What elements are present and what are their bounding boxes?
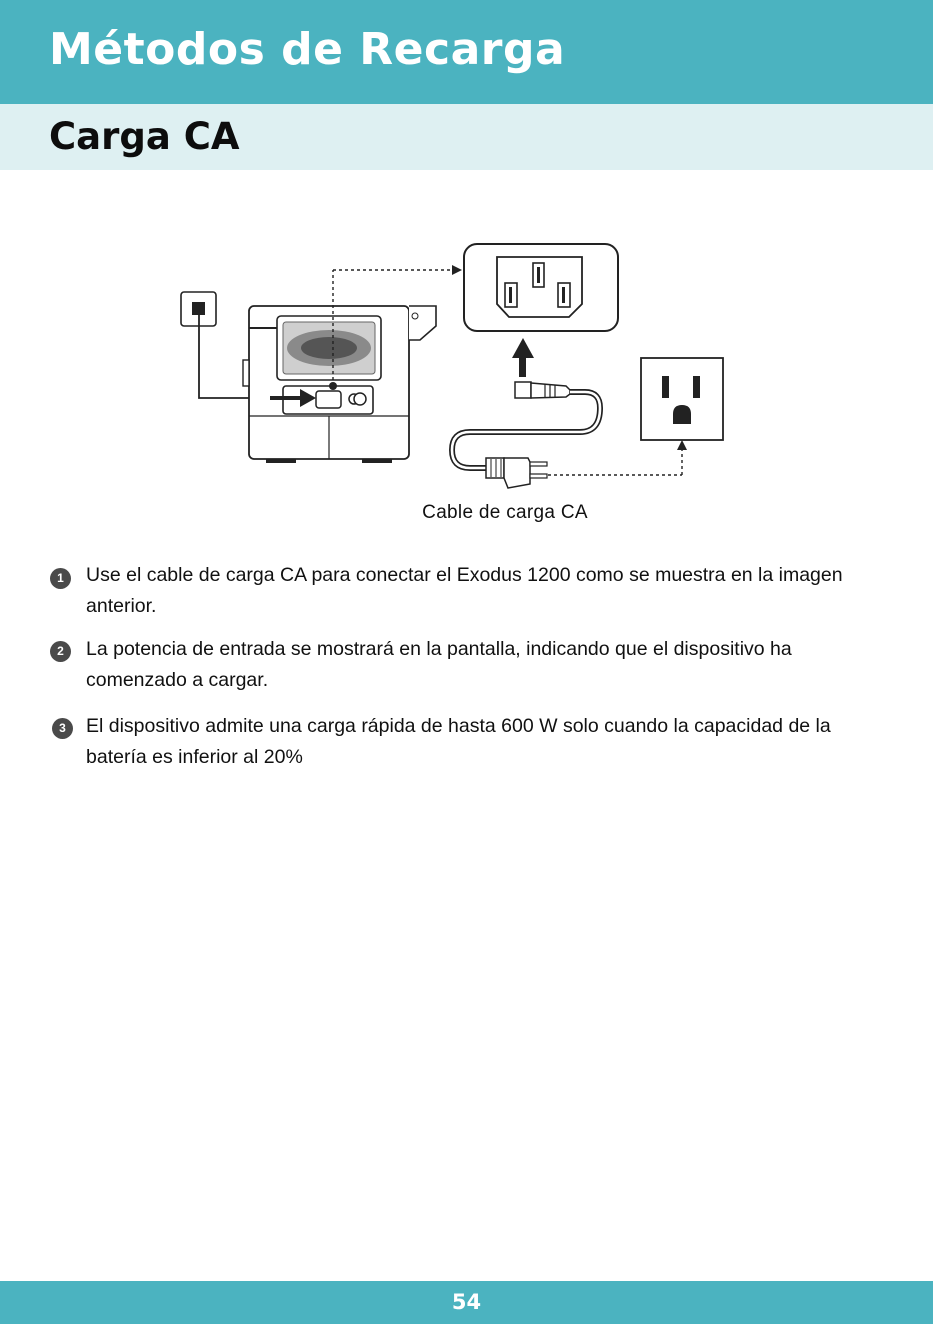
ac-charging-diagram (150, 232, 780, 532)
ac-inlet-detail-icon (464, 244, 618, 331)
instruction-text: El dispositivo admite una carga rápida de hasta 600 W solo cuando la capacidad de la batería es inferior al 20% (86, 715, 831, 768)
up-arrow-icon (512, 338, 534, 377)
step-number-badge: 1 (50, 568, 71, 589)
header-bar (0, 0, 933, 104)
section-bar (0, 104, 933, 170)
wall-outlet-icon (641, 358, 723, 440)
page-number: 54 (451, 1290, 482, 1314)
power-station-illustration (243, 306, 436, 463)
page-title: Métodos de Recarga (49, 24, 566, 75)
figure-caption: Cable de carga CA (422, 502, 588, 523)
instruction-text: La potencia de entrada se mostrará en la pantalla, indicando que el dispositivo ha comenzado a cargar. (86, 638, 792, 691)
step-number-badge: 3 (52, 718, 73, 739)
step-number-badge: 2 (50, 641, 71, 662)
instruction-text: Use el cable de carga CA para conectar el Exodus 1200 como se muestra en la imagen anterior. (86, 564, 843, 617)
section-title: Carga CA (49, 115, 240, 158)
footer-bar (0, 1281, 933, 1324)
